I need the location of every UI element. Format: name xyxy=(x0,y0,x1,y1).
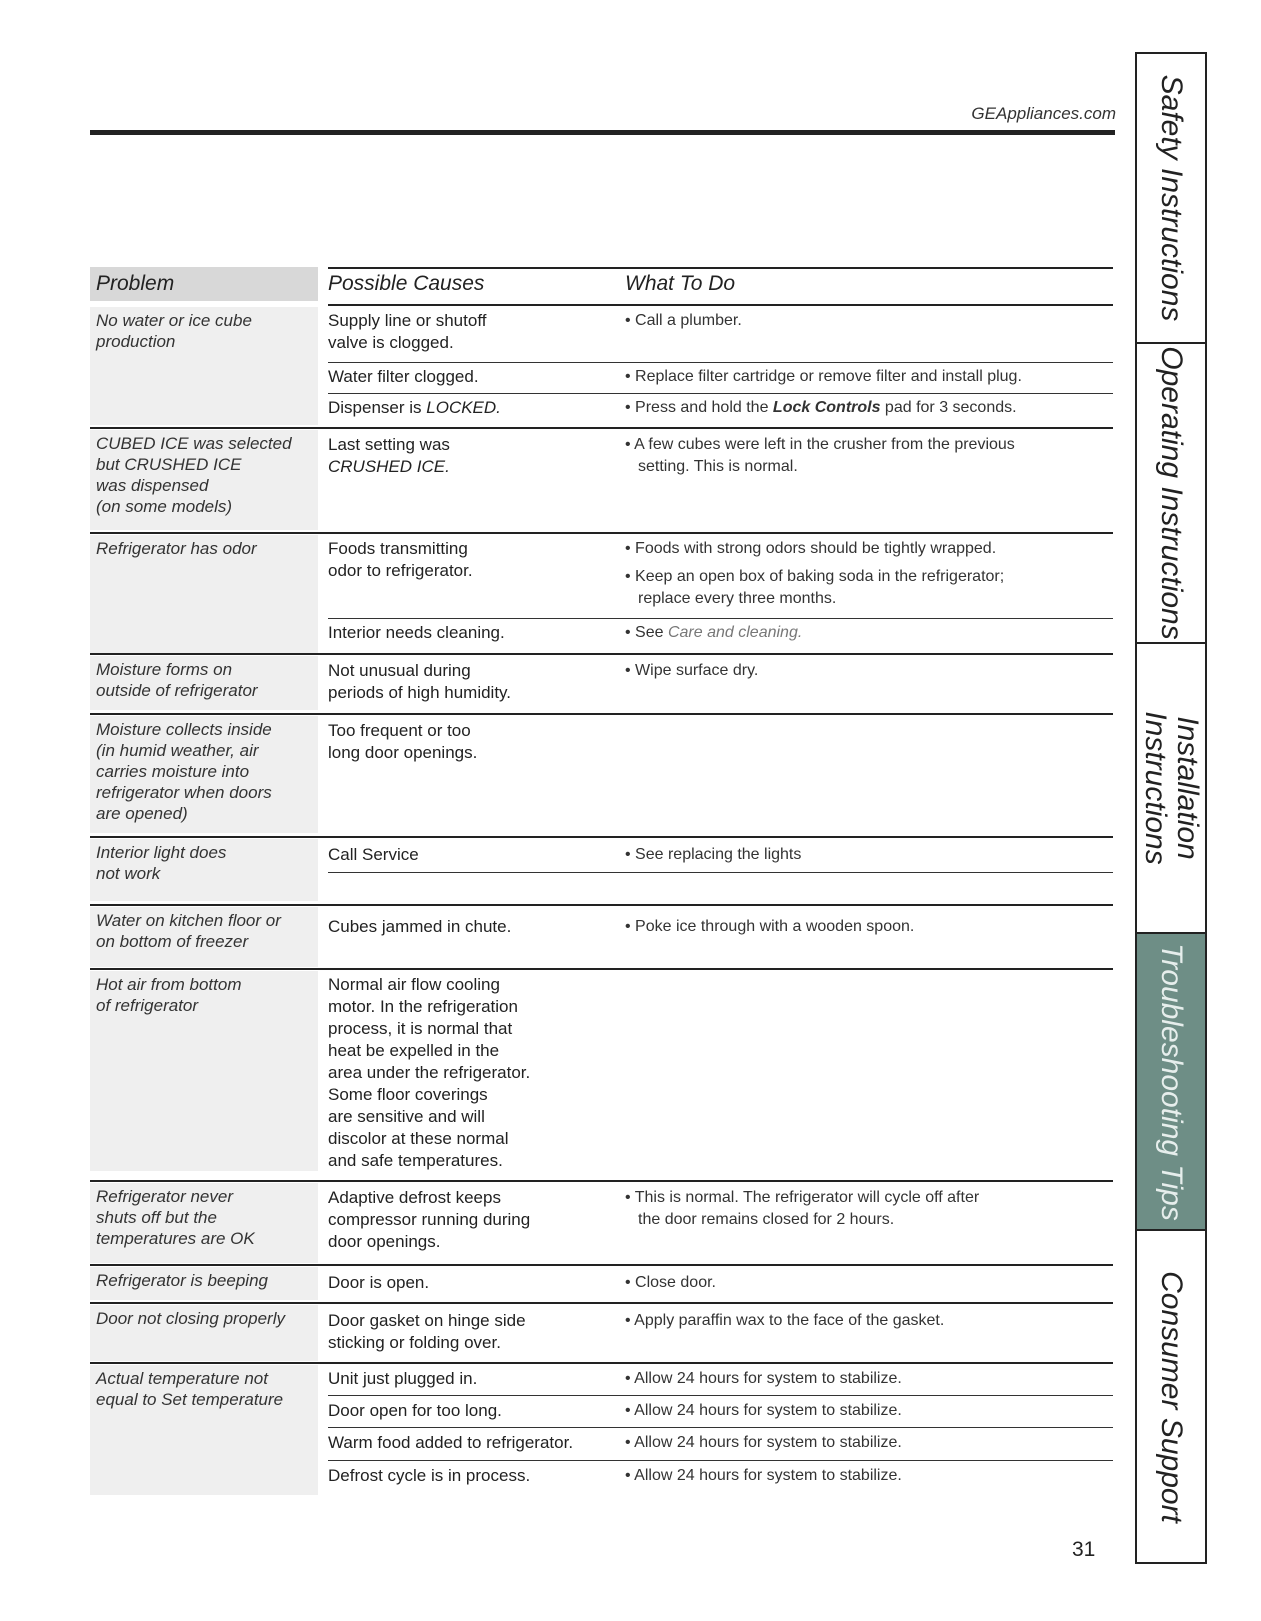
problem-text: Moisture collects inside (in humid weather, air carries moisture into refrigerator when doors are opened) xyxy=(96,720,272,823)
row-rule xyxy=(90,1264,1113,1266)
cause-text: Last setting was xyxy=(328,435,450,454)
problem-text: Actual temperature not equal to Set temperature xyxy=(96,1369,284,1409)
remedy: • Keep an open box of baking soda in the refrigerator; replace every three months. xyxy=(625,568,1005,607)
row-rule xyxy=(90,713,1113,715)
remedy-text: pad for 3 seconds. xyxy=(880,399,1017,416)
cause xyxy=(328,434,618,478)
cause: Defrost cycle is in process. xyxy=(328,1466,531,1485)
tab-consumer-support[interactable] xyxy=(1137,1231,1205,1562)
row-rule xyxy=(90,653,1113,655)
problem-text: CUBED ICE was selected but CRUSHED ICE was dispensed (on some models) xyxy=(96,434,292,516)
remedy-text: • See xyxy=(625,624,668,641)
tab-label: Safety Instructions xyxy=(1155,74,1188,322)
row-rule xyxy=(90,1362,1113,1364)
cause: Door is open. xyxy=(328,1273,430,1292)
problem-text: Refrigerator never shuts off but the temperatures are OK xyxy=(96,1187,255,1248)
row-rule xyxy=(90,968,1113,970)
cause: Call Service xyxy=(328,845,419,864)
cause: Water filter clogged. xyxy=(328,367,479,386)
row-rule xyxy=(90,836,1113,838)
remedy-text: • Press and hold the xyxy=(625,399,773,416)
cause: Supply line or shutoff valve is clogged. xyxy=(328,311,487,352)
row-rule xyxy=(90,532,1113,534)
header-rule xyxy=(328,267,1113,269)
problem-cell xyxy=(90,971,318,1171)
cause: Adaptive defrost keeps compressor running during door openings. xyxy=(328,1188,531,1251)
cause: Door gasket on hinge side sticking or folding over. xyxy=(328,1311,526,1352)
tab-troubleshooting-tips[interactable] xyxy=(1137,934,1205,1231)
cause: Cubes jammed in chute. xyxy=(328,917,512,936)
tab-operating-instructions[interactable] xyxy=(1137,344,1205,644)
row-rule xyxy=(90,904,1113,906)
remedy: • Allow 24 hours for system to stabilize. xyxy=(625,1434,902,1451)
cause: Foods transmitting odor to refrigerator. xyxy=(328,539,473,580)
problem-text: Refrigerator has odor xyxy=(96,539,257,558)
remedy xyxy=(616,622,1108,644)
remedy: • A few cubes were left in the crusher from the previous setting. This is normal. xyxy=(625,436,1015,475)
site-url: GEAppliances.com xyxy=(971,104,1116,123)
problem-text: Water on kitchen floor or on bottom of freezer xyxy=(96,911,281,951)
problem-cell xyxy=(90,1267,318,1300)
tab-label: Consumer Support xyxy=(1155,1270,1188,1523)
row-rule xyxy=(90,1302,1113,1304)
sub-rule xyxy=(328,362,1113,363)
cause: Unit just plugged in. xyxy=(328,1369,478,1388)
problem-text: Interior light does not work xyxy=(96,843,227,883)
problem-text: Hot air from bottom of refrigerator xyxy=(96,975,242,1015)
problem-cell xyxy=(90,1365,318,1495)
section-tabs xyxy=(1135,52,1207,1564)
remedy-emphasis: Lock Controls xyxy=(772,399,881,416)
header-possible-causes: Possible Causes xyxy=(328,272,485,295)
remedy: • Apply paraffin wax to the face of the gasket. xyxy=(625,1312,945,1329)
remedy: • This is normal. The refrigerator will cycle off after the door remains closed for 2 hours. xyxy=(625,1189,980,1228)
cause: Too frequent or too long door openings. xyxy=(328,721,478,762)
tab-safety-instructions[interactable] xyxy=(1137,54,1205,344)
problem-cell xyxy=(90,1305,318,1361)
problem-cell xyxy=(90,1183,318,1263)
problem-text: Door not closing properly xyxy=(96,1309,285,1328)
remedy: • Replace filter cartridge or remove filter and install plug. xyxy=(625,368,1022,385)
problem-cell xyxy=(90,430,318,530)
problem-cell xyxy=(90,307,318,425)
cause: Not unusual during periods of high humidity. xyxy=(328,661,512,702)
row-rule xyxy=(90,427,1113,429)
sub-rule xyxy=(328,1460,1113,1461)
cause-italic: LOCKED. xyxy=(426,398,501,417)
remedy: • Allow 24 hours for system to stabilize. xyxy=(625,1402,902,1419)
tab-installation-instructions[interactable] xyxy=(1137,644,1205,934)
header-what-to-do: What To Do xyxy=(625,272,736,295)
remedy: • Close door. xyxy=(625,1274,716,1291)
remedy-link: Care and cleaning. xyxy=(667,624,803,641)
problem-cell xyxy=(90,839,318,901)
header-rule xyxy=(328,304,1113,306)
sub-rule xyxy=(328,618,1113,619)
problem-cell xyxy=(90,656,318,710)
row-rule xyxy=(90,1180,1113,1182)
tab-label: Operating Instructions xyxy=(1155,346,1188,640)
sub-rule xyxy=(328,393,1113,394)
sub-rule xyxy=(328,872,1113,873)
remedy: • Poke ice through with a wooden spoon. xyxy=(625,918,915,935)
problem-cell xyxy=(90,907,318,967)
remedy: • Call a plumber. xyxy=(625,312,742,329)
problem-cell xyxy=(90,535,318,653)
remedy: • Allow 24 hours for system to stabilize. xyxy=(625,1467,902,1484)
cause: Door open for too long. xyxy=(328,1401,502,1420)
problem-text: Moisture forms on outside of refrigerator xyxy=(96,660,258,700)
sub-rule xyxy=(328,1395,1113,1396)
cause xyxy=(328,397,618,419)
problem-cell xyxy=(90,716,318,833)
page-number: 31 xyxy=(1072,1538,1096,1561)
remedy: • See replacing the lights xyxy=(625,846,802,863)
cause: Warm food added to refrigerator. xyxy=(328,1433,574,1452)
problem-text: Refrigerator is beeping xyxy=(96,1271,268,1290)
remedy: • Foods with strong odors should be tightly wrapped. xyxy=(625,540,997,557)
problem-text: No water or ice cube production xyxy=(96,311,252,351)
cause: Interior needs cleaning. xyxy=(328,623,505,642)
sub-rule xyxy=(328,1427,1113,1428)
cause-text: Dispenser is xyxy=(328,398,427,417)
remedy: • Wipe surface dry. xyxy=(625,662,759,679)
remedy xyxy=(616,397,1108,419)
tab-label: Installation Instructions xyxy=(1139,711,1204,865)
cause-italic: CRUSHED ICE. xyxy=(328,457,450,476)
cause: Normal air flow cooling motor. In the refrigeration process, it is normal that heat be expelled in the area under the refrigerator. Some floor coverings are sensitive and will discolor at these normal and safe temperatures. xyxy=(328,975,531,1170)
header-problem: Problem xyxy=(90,267,318,301)
tab-label: Troubleshooting Tips xyxy=(1155,942,1188,1221)
remedy: • Allow 24 hours for system to stabilize. xyxy=(625,1370,902,1387)
header-rule xyxy=(90,130,1115,135)
